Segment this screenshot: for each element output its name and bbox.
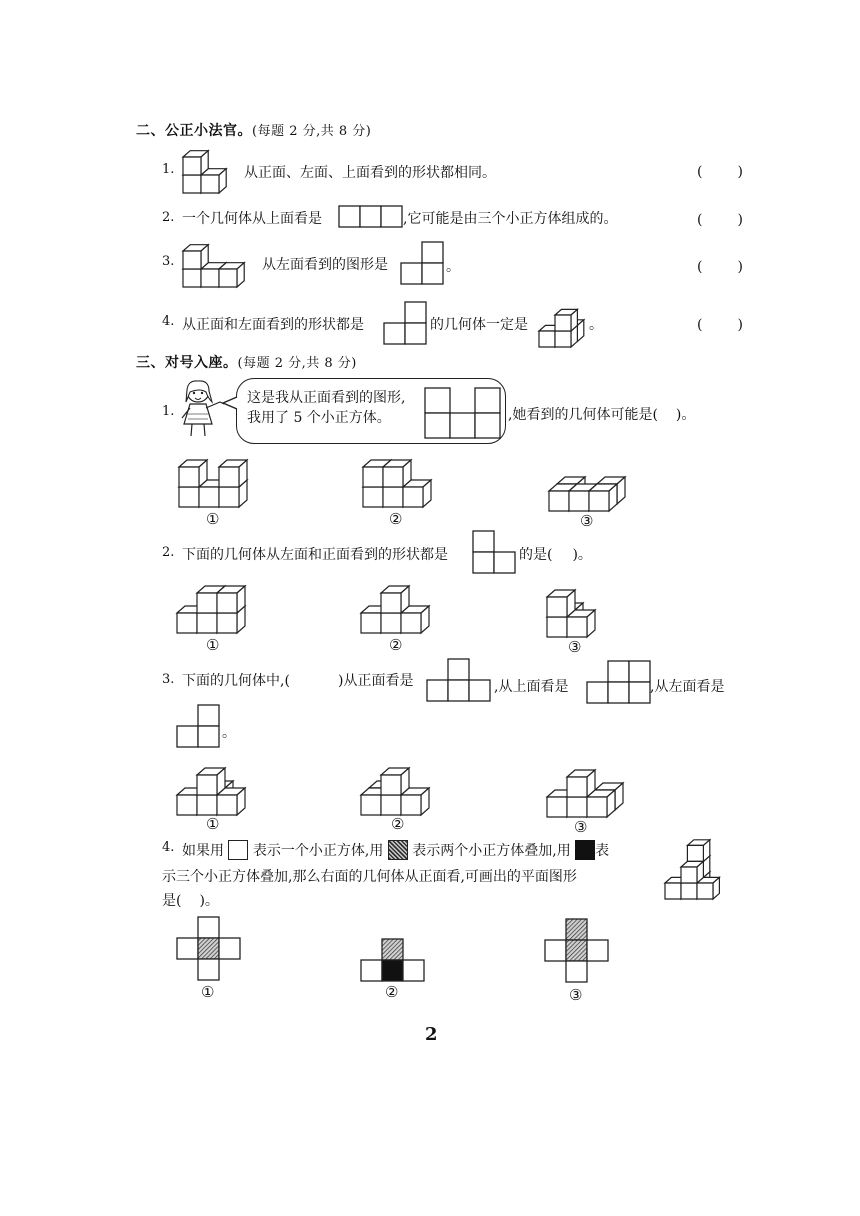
- s2-item4-cube-figure: [538, 298, 590, 348]
- cube-front: [547, 797, 567, 817]
- grid-cell-two-cubes: [566, 919, 587, 940]
- cube-front: [567, 777, 587, 797]
- cube-front: [403, 487, 423, 507]
- grid-cell: [422, 263, 443, 284]
- cube-front: [383, 467, 403, 487]
- section2-title: 二、公正小法官。: [136, 123, 252, 139]
- cube-front: [569, 491, 589, 511]
- grid-cell: [545, 940, 566, 961]
- grid-cell: [425, 388, 450, 413]
- cube-front: [219, 467, 239, 487]
- cube-front: [549, 491, 569, 511]
- cube-front: [381, 775, 401, 795]
- cube-front: [547, 597, 567, 617]
- grid-cell: [587, 940, 608, 961]
- s2-item4-text-c: 。: [589, 317, 603, 333]
- cube-front: [547, 617, 567, 637]
- s2-item4-answer-paren[interactable]: ( ): [697, 317, 743, 333]
- s2-item3-answer-paren[interactable]: ( ): [697, 259, 743, 275]
- s3-q2-option1-label[interactable]: ①: [206, 636, 220, 654]
- s3-q2-view-figure: [472, 530, 516, 574]
- section3-note: (每题 2 分,共 8 分): [237, 356, 357, 371]
- grid-cell-three-cubes: [382, 960, 403, 981]
- s3-q3-text-a: 下面的几何体中,(: [182, 673, 290, 689]
- grid-cell-two-cubes: [566, 940, 587, 961]
- cube-front: [361, 795, 381, 815]
- cube-front: [183, 175, 201, 193]
- section3-title: 三、对号入座。: [136, 355, 238, 371]
- grid-cell: [629, 661, 650, 682]
- s3-q2-option2-label[interactable]: ②: [389, 636, 403, 654]
- bubble-pointer: [222, 396, 238, 410]
- grid-cell: [198, 959, 219, 980]
- legend-two-cubes-hatched-icon: [388, 840, 408, 860]
- grid-cell-two-cubes: [382, 939, 403, 960]
- bubble-line2: 我用了 5 个小正方体。: [247, 410, 391, 426]
- s3-q4-option3-label[interactable]: ③: [569, 986, 583, 1004]
- s3-q2-text-b: 的是( )。: [519, 547, 592, 563]
- s2-item2-answer-paren[interactable]: ( ): [697, 212, 743, 228]
- grid-cell: [473, 531, 494, 552]
- s2-item4-number: 4.: [162, 314, 175, 329]
- grid-cell: [469, 680, 490, 701]
- cube-front: [687, 845, 703, 861]
- cube-front: [567, 797, 587, 817]
- s3-q1-front-view-figure: [424, 387, 500, 439]
- s3-q1-option1-figure: [178, 450, 254, 508]
- grid-cell: [425, 413, 450, 438]
- s3-q1-option2-figure: [362, 450, 432, 508]
- s3-q3-text-d: ,从左面看是: [650, 679, 725, 695]
- section3-heading: [136, 352, 357, 372]
- cube-front: [381, 593, 401, 613]
- s2-item3-text-a: 从左面看到的图形是: [262, 257, 388, 273]
- grid-cell: [566, 961, 587, 982]
- cube-front: [589, 491, 609, 511]
- s2-item3-view-figure: [400, 241, 446, 285]
- s2-item3-number: 3.: [162, 254, 175, 269]
- grid-cell: [401, 263, 422, 284]
- cube-front: [665, 883, 681, 899]
- s3-q3-option1-label[interactable]: ①: [206, 815, 220, 833]
- s2-item2-number: 2.: [162, 210, 175, 225]
- s2-item4-view-figure: [383, 301, 427, 345]
- s2-item4-text-b: 的几何体一定是: [430, 317, 528, 333]
- grid-cell: [405, 323, 426, 344]
- grid-cell: [219, 938, 240, 959]
- cube-front: [177, 795, 197, 815]
- grid-cell: [177, 726, 198, 747]
- s3-q4-option3-figure: [544, 918, 610, 984]
- cube-front: [381, 613, 401, 633]
- s3-q2-option2-figure: [360, 578, 436, 634]
- s3-q1-option2-label[interactable]: ②: [389, 510, 403, 528]
- s2-item4-text-a: 从正面和左面看到的形状都是: [182, 317, 364, 333]
- s3-q4-line1: 如果用 表示一个小正方体,用 表示两个小正方体叠加,用 表: [182, 840, 609, 860]
- s3-q3-left-view-figure: [176, 704, 222, 750]
- cube-front: [179, 487, 199, 507]
- grid-cell-two-cubes: [198, 938, 219, 959]
- grid-cell: [381, 206, 402, 227]
- grid-cell: [384, 323, 405, 344]
- grid-cell: [494, 552, 515, 573]
- grid-cell: [405, 302, 426, 323]
- section2-note: (每题 2 分,共 8 分): [252, 124, 372, 139]
- cube-front: [363, 467, 383, 487]
- s3-q3-text-e: 。: [222, 725, 236, 741]
- s2-item3-text-b: 。: [446, 259, 460, 275]
- s3-q3-option1-figure: [176, 760, 258, 816]
- grid-cell: [177, 938, 198, 959]
- cube-front: [219, 487, 239, 507]
- grid-cell: [475, 413, 500, 438]
- cube-front: [555, 315, 571, 331]
- s2-item1-cube-figure: [182, 140, 242, 194]
- s3-q1-option1-label[interactable]: ①: [206, 510, 220, 528]
- grid-cell: [448, 680, 469, 701]
- s3-q2-text-a: 下面的几何体从左面和正面看到的形状都是: [182, 547, 448, 563]
- s2-item2-text-b: ,它可能是由三个小正方体组成的。: [403, 211, 618, 227]
- s2-item1-answer-paren[interactable]: ( ): [697, 164, 743, 180]
- grid-cell: [629, 682, 650, 703]
- cube-front: [217, 795, 237, 815]
- s3-q3-top-view-figure: [586, 660, 652, 706]
- cube-front: [555, 331, 571, 347]
- s3-q4-option2-figure: [360, 938, 426, 982]
- s2-item1-number: 1.: [162, 162, 175, 177]
- cube-front: [681, 883, 697, 899]
- cube-front: [197, 795, 217, 815]
- cube-front: [183, 269, 201, 287]
- grid-cell: [473, 552, 494, 573]
- s2-item2-text-a: 一个几何体从上面看是: [182, 211, 322, 227]
- s3-q3-option3-label[interactable]: ③: [574, 818, 588, 836]
- s3-q2-option3-figure: [546, 578, 608, 638]
- s3-q4-line3: 是( )。: [162, 893, 219, 909]
- cube-front: [201, 175, 219, 193]
- legend-single-cube-icon: [228, 840, 248, 860]
- grid-cell: [608, 661, 629, 682]
- cube-front: [197, 613, 217, 633]
- grid-cell: [450, 413, 475, 438]
- grid-cell: [422, 242, 443, 263]
- s2-item3-cube-figure: [182, 234, 262, 288]
- cube-front: [697, 883, 713, 899]
- legend-three-cubes-black-icon: [575, 840, 595, 860]
- s3-q4-line2: 示三个小正方体叠加,那么右面的几何体从正面看,可画出的平面图形: [162, 869, 577, 885]
- s3-q1-option3-label[interactable]: ③: [580, 512, 594, 530]
- s3-q3-option2-label[interactable]: ②: [391, 815, 405, 833]
- s3-q1-text: ,她看到的几何体可能是( )。: [508, 407, 696, 423]
- grid-cell: [587, 682, 608, 703]
- grid-cell: [360, 206, 381, 227]
- s2-item1-text: 从正面、左面、上面看到的形状都相同。: [244, 165, 496, 181]
- cube-front: [183, 157, 201, 175]
- s3-q1-number: 1.: [162, 404, 175, 419]
- s3-q3-option2-figure: [360, 760, 442, 816]
- s3-q3-text-c: ,从上面看是: [494, 679, 569, 695]
- cube-front: [681, 867, 697, 883]
- cube-front: [177, 613, 197, 633]
- cube-front: [197, 593, 217, 613]
- s3-q4-cube-figure: [664, 840, 740, 900]
- cube-front: [567, 617, 587, 637]
- s3-q4-option1-label[interactable]: ①: [201, 983, 215, 1001]
- grid-cell: [475, 388, 500, 413]
- grid-cell: [403, 960, 424, 981]
- cube-front: [401, 613, 421, 633]
- cube-front: [219, 269, 237, 287]
- s3-q2-option3-label[interactable]: ③: [568, 638, 582, 656]
- s3-q3-option3-figure: [546, 762, 628, 818]
- cube-front: [201, 269, 219, 287]
- s3-q2-option1-figure: [176, 578, 258, 634]
- grid-cell: [427, 680, 448, 701]
- cube-front: [217, 593, 237, 613]
- cube-front: [401, 795, 421, 815]
- grid-cell: [608, 682, 629, 703]
- section2-heading: [136, 120, 371, 140]
- s3-q3-number: 3.: [162, 672, 175, 687]
- grid-cell: [198, 726, 219, 747]
- s3-q2-number: 2.: [162, 545, 175, 560]
- cube-front: [183, 251, 201, 269]
- bubble-line1: 这是我从正面看到的图形,: [247, 390, 406, 406]
- s3-q3-text-b: )从正面看是: [338, 673, 414, 689]
- s3-q4-number: 4.: [162, 840, 175, 855]
- cube-front: [199, 487, 219, 507]
- cube-front: [383, 487, 403, 507]
- cube-front: [539, 331, 555, 347]
- s3-q1-option3-figure: [548, 474, 630, 512]
- grid-cell: [448, 659, 469, 680]
- cube-front: [587, 797, 607, 817]
- cube-front: [197, 775, 217, 795]
- page-number: 2: [425, 1024, 438, 1045]
- grid-cell: [361, 960, 382, 981]
- cube-front: [217, 613, 237, 633]
- cube-front: [381, 795, 401, 815]
- grid-cell: [198, 705, 219, 726]
- grid-cell: [198, 917, 219, 938]
- s3-q4-option1-figure: [176, 916, 242, 980]
- s2-item2-view-figure: [338, 205, 404, 228]
- grid-cell: [339, 206, 360, 227]
- cube-front: [363, 487, 383, 507]
- cube-front: [179, 467, 199, 487]
- s3-q3-front-view-figure: [426, 658, 494, 704]
- s3-q4-option2-label[interactable]: ②: [385, 983, 399, 1001]
- cube-front: [361, 613, 381, 633]
